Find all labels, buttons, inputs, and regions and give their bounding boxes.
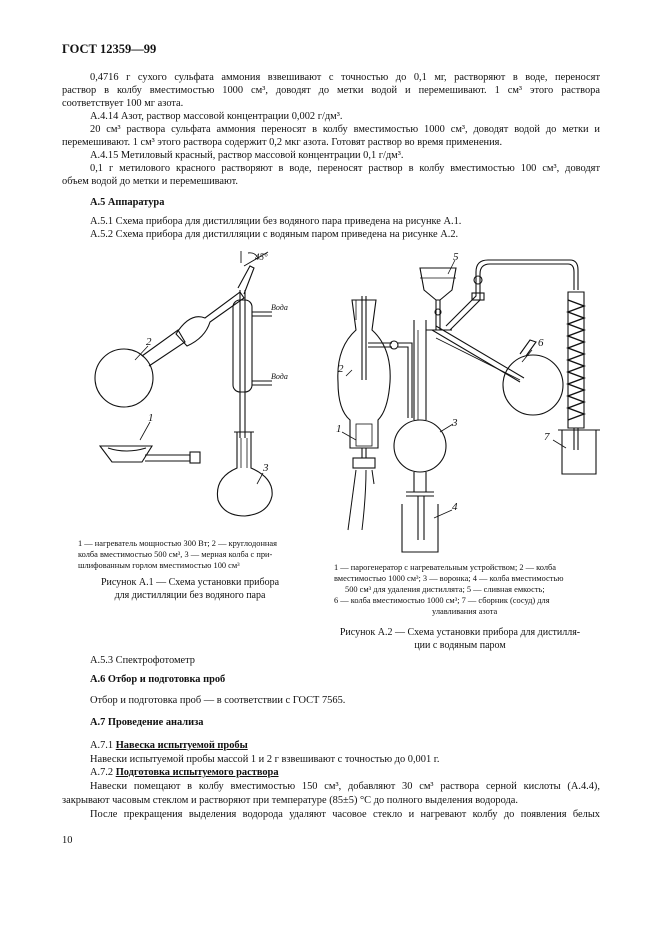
distillation-flask [394, 420, 446, 472]
paragraph-line: 20 см³ раствора сульфата аммония переносят в колбу вместимостью 1000 см³, доводят водой до метки и [90, 124, 600, 135]
subsection-number: А.7.1 [90, 740, 114, 751]
fig1-legend-line: 1 — нагреватель мощностью 300 Вт; 2 — круглодонная [78, 539, 277, 548]
fig1-legend-line: шлифованным горлом вместимостью 100 см³ [78, 561, 240, 570]
round-bottom-flask [95, 349, 153, 407]
figure-a1-apparatus [95, 251, 272, 516]
paragraph-line: 0,1 г метилового красного растворяют в воде, переносят раствор в колбу вместимостью 100 см³, доводят [90, 163, 600, 174]
fig2-label-1: 1 [336, 423, 342, 435]
section-heading-a6: А.6 Отбор и подготовка проб [90, 674, 226, 685]
fig1-caption-line: для дистилляции без водяного пара [114, 590, 266, 601]
angle-label: 45° [255, 252, 268, 262]
fig2-legend-line: улавливания азота [432, 607, 498, 616]
paragraph-line: Отбор и подготовка проб — в соответствии с ГОСТ 7565. [90, 695, 346, 706]
paragraph-line: Навески помещают в колбу вместимостью 150 см³, добавляют 30 см³ раствора серной кислоты (А.4.4), [90, 781, 600, 792]
fig2-label-2: 2 [338, 363, 344, 375]
fig1-legend-line: колба вместимостью 500 см³, 3 — мерная колба с при- [78, 550, 273, 559]
paragraph-line: А.5.1 Схема прибора для дистилляции без водяного пара приведена на рисунке А.1. [90, 216, 462, 227]
fig2-label-3: 3 [452, 417, 458, 429]
paragraph-line: А.5.2 Схема прибора для дистилляции с водяным паром приведена на рисунке А.2. [90, 229, 459, 240]
fig2-legend-line: 6 — колба вместимостью 1000 см³; 7 — сборник (сосуд) для [334, 596, 550, 605]
fig2-caption-line: ции с водяным паром [414, 640, 506, 651]
fig1-label-1: 1 [148, 412, 154, 424]
paragraph-line: раствор в колбу вместимостью 1000 см³, доводят до метки водой и перемешивают. 1 см³ этого раствора [62, 85, 600, 96]
fig2-caption-line: Рисунок А.2 — Схема установки прибора для дистилля- [339, 627, 581, 638]
paragraph-line: перемешивают. 1 см³ этого раствора содержит 0,2 мкг азота. Готовят раствор во время применения. [62, 137, 503, 148]
page-number: 10 [62, 835, 73, 846]
fig2-label-6: 6 [538, 337, 544, 349]
subsection-number: А.7.2 [90, 767, 114, 778]
document-header: ГОСТ 12359—99 [62, 42, 157, 56]
subsection-heading [90, 766, 279, 779]
condenser-jacket [233, 300, 252, 392]
subsection-title: Навеска испытуемой пробы [115, 740, 248, 751]
paragraph-line: 0,4716 г сухого сульфата аммония взвешивают с точностью до 0,1 мг, растворяют в воде, переносят [90, 72, 600, 83]
fig2-legend-line: 500 см³ для удаления дистиллята; 5 — сливная емкость; [345, 585, 545, 594]
fig1-label-3: 3 [263, 462, 269, 474]
receiver-vessel [402, 504, 438, 552]
water-in-label: Вода [271, 303, 288, 312]
water-out-label: Вода [271, 372, 288, 381]
subsection-heading [90, 739, 248, 752]
section-heading-a7: А.7 Проведение анализа [90, 717, 204, 728]
figure-a2-apparatus [338, 260, 600, 552]
paragraph-line: А.4.14 Азот, раствор массовой концентрации 0,002 г/дм³. [90, 111, 343, 122]
fig2-label-4: 4 [452, 501, 458, 513]
fig1-label-2: 2 [146, 336, 152, 348]
paragraph-line: А.4.15 Метиловый красный, раствор массовой концентрации 0,1 г/дм³. [90, 150, 404, 161]
fig1-caption-line: Рисунок А.1 — Схема установки прибора [100, 577, 280, 588]
paragraph-line: объем водой до метки и перемешивают. [62, 176, 239, 187]
subsection-title: Подготовка испытуемого раствора [115, 767, 279, 778]
fig2-label-5: 5 [453, 251, 459, 263]
steam-generator [338, 300, 390, 448]
measuring-flask [217, 432, 272, 516]
paragraph-line: А.5.3 Спектрофотометр [90, 655, 196, 666]
section-heading-a5: А.5 Аппаратура [90, 197, 165, 208]
paragraph-line: После прекращения выделения водорода удаляют часовое стекло и нагревают колбу до появления белых [90, 809, 600, 820]
fig2-label-7: 7 [544, 431, 550, 443]
receiving-flask [503, 355, 563, 415]
paragraph-line: соответствует 100 мг азота. [62, 98, 184, 109]
fig2-legend-line: вместимостью 1000 см³; 3 — воронка; 4 — колба вместимостью [334, 574, 564, 583]
collector-vessel [562, 430, 596, 474]
paragraph-line: закрывают часовым стеклом и растворяют при температуре (85±5) °С до полного выделения водорода. [62, 795, 519, 806]
fig2-legend-line: 1 — парогенератор с нагревательным устройством; 2 — колба [334, 563, 557, 572]
drain-funnel [420, 268, 456, 300]
paragraph-line: Навески испытуемой пробы массой 1 и 2 г взвешивают с точностью до 0,001 г. [90, 754, 440, 765]
